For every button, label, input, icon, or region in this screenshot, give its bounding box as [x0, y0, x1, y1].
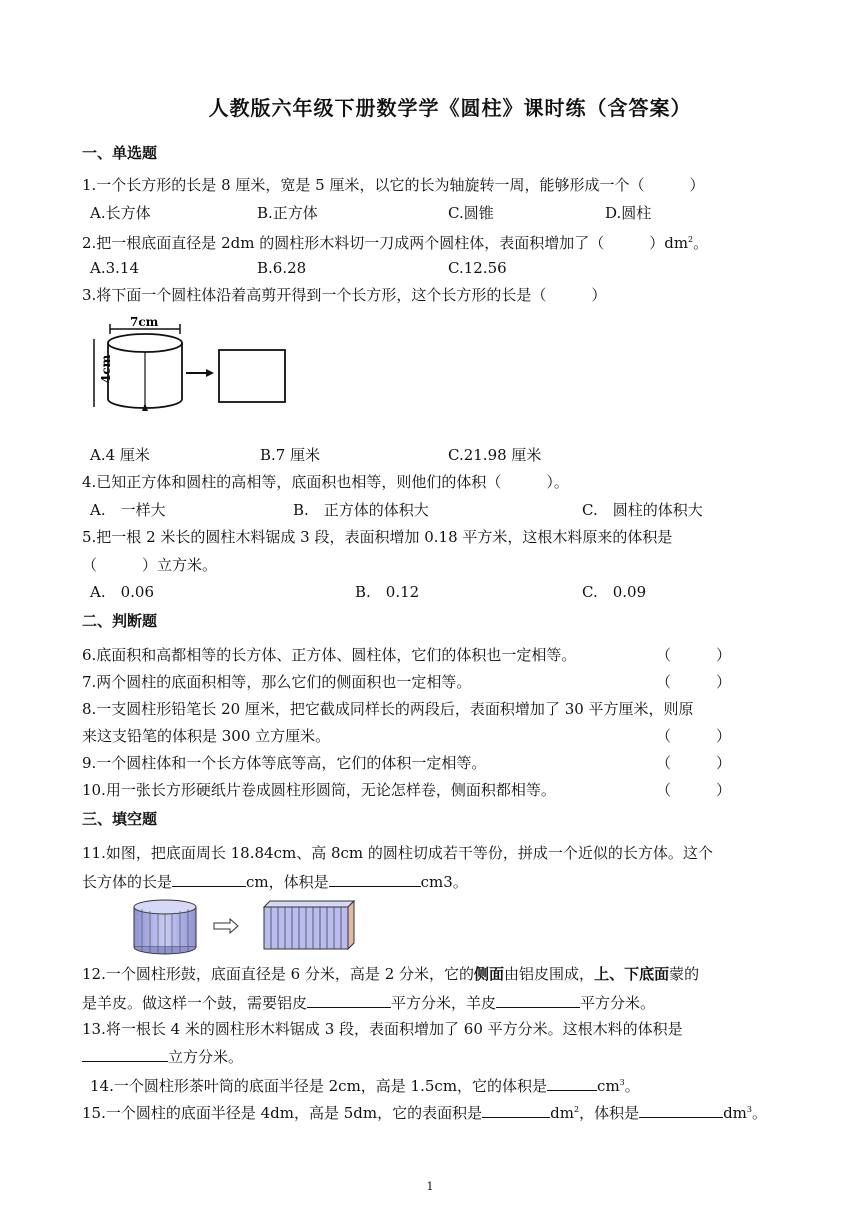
q3-option-c: C.21.98 厘米	[448, 446, 542, 464]
result-rectangle	[219, 350, 285, 402]
arrow-icon	[214, 919, 238, 933]
question-13-line1: 13.将一根长 4 米的圆柱形木料锯成 3 段，表面积增加了 60 平方分米。这根木料的体积是	[82, 1020, 683, 1038]
q4-option-c: C. 圆柱的体积大	[582, 501, 703, 519]
judge-8-answer-blank: （ ）	[656, 727, 732, 745]
judge-item-8-line1: 8.一支圆柱形铅笔长 20 厘米，把它截成同样长的两段后，表面积增加了 30 平方厘米，则原	[82, 700, 694, 718]
question-11-line1: 11.如图，把底面周长 18.84cm、高 8cm 的圆柱切成若干等份，拼成一个近似的长方体。这个	[82, 844, 713, 862]
question-3-stem: 3.将下面一个圆柱体沿着高剪开得到一个长方形，这个长方形的长是（ ）	[82, 286, 607, 304]
page-title: 人教版六年级下册数学学《圆柱》课时练（含答案）	[208, 96, 692, 120]
q4-option-b: B. 正方体的体积大	[293, 501, 429, 519]
q1-option-a: A.长方体	[90, 204, 151, 222]
judge-item-7: 7.两个圆柱的底面积相等，那么它们的侧面积也一定相等。	[82, 673, 472, 691]
q2-option-a: A.3.14	[90, 259, 139, 277]
q11-blank-length[interactable]	[172, 871, 246, 887]
cylinder-top-ellipse	[108, 334, 182, 352]
question-12-line2: 是羊皮。做这样一个鼓，需要铝皮 平方分米，羊皮 平方分米。	[82, 994, 656, 1012]
q15-blank-surface-area[interactable]	[482, 1102, 550, 1118]
q3-option-b: B.7 厘米	[260, 446, 321, 464]
q12-blank-aluminum[interactable]	[307, 992, 391, 1008]
question-14: 14.一个圆柱形茶叶筒的底面半径是 2cm，高是 1.5cm，它的体积是 $cm^3$。	[90, 1077, 640, 1095]
judge-7-answer-blank: （ ）	[656, 673, 732, 691]
judge-6-answer-blank: （ ）	[656, 646, 732, 664]
q1-option-d: D.圆柱	[605, 204, 652, 222]
prism-side-face	[348, 901, 354, 949]
q14-blank-volume[interactable]	[547, 1075, 597, 1091]
cylinder-top-face	[134, 900, 196, 914]
judge-9-answer-blank: （ ）	[656, 754, 732, 772]
question-4-stem: 4.已知正方体和圆柱的高相等，底面积也相等，则他们的体积（ ）。	[82, 473, 569, 491]
judge-item-10: 10.用一张长方形硬纸片卷成圆柱形圆筒，无论怎样卷，侧面积都相等。	[82, 781, 556, 799]
section-heading-single-choice: 一、单选题	[82, 144, 158, 162]
page-number: 1	[426, 1180, 434, 1193]
question-11-line2: 长方体的长是 cm，体积是 cm3。	[82, 873, 468, 891]
prism-top-face	[264, 901, 354, 907]
q12-blank-sheepskin[interactable]	[496, 992, 580, 1008]
q2-option-b: B.6.28	[257, 259, 307, 277]
cylinder-unroll-figure	[88, 315, 288, 425]
q5-option-a: A. 0.06	[90, 583, 154, 601]
question-1-stem: 1.一个长方形的长是 8 厘米，宽是 5 厘米，以它的长为轴旋转一周，能够形成一个（ ）	[82, 176, 705, 194]
q5-option-b: B. 0.12	[355, 583, 420, 601]
judge-item-8-line2: 来这支铅笔的体积是 300 立方厘米。	[82, 727, 331, 745]
q5-option-c: C. 0.09	[582, 583, 647, 601]
q15-blank-volume[interactable]	[639, 1102, 723, 1118]
cylinder-slices-figure	[130, 895, 360, 955]
q11-blank-volume[interactable]	[329, 871, 421, 887]
q1-option-c: C.圆锥	[448, 204, 494, 222]
question-12-line1: 12.一个圆柱形鼓，底面直径是 6 分米，高是 2 分米，它的侧面由铝皮围成，上、下底面蒙的	[82, 965, 700, 983]
figure-top-label: 7cm	[130, 315, 159, 329]
question-2-stem: 2.把一根底面直径是 2dm 的圆柱形木料切一刀成两个圆柱体，表面积增加了（ ）$dm^2$。	[82, 234, 709, 252]
question-5-stem-line1: 5.把一根 2 米长的圆柱木料锯成 3 段，表面积增加 0.18 平方米，这根木料原来的体积是	[82, 528, 673, 546]
question-13-line2: 立方分米。	[82, 1046, 243, 1067]
judge-item-6: 6.底面积和高都相等的长方体、正方体、圆柱体，它们的体积也一定相等。	[82, 646, 577, 664]
question-5-stem-line2: （ ）立方米。	[82, 556, 218, 574]
q2-option-c: C.12.56	[448, 259, 507, 277]
section-heading-true-false: 二、判断题	[82, 612, 158, 630]
figure-side-label: 4cm	[99, 354, 113, 383]
q4-option-a: A. 一样大	[90, 501, 166, 519]
section-heading-fill-blank: 三、填空题	[82, 810, 158, 828]
judge-10-answer-blank: （ ）	[656, 781, 732, 799]
judge-item-9: 9.一个圆柱体和一个长方体等底等高，它们的体积一定相等。	[82, 754, 487, 772]
question-15: 15.一个圆柱的底面半径是 4dm，高是 5dm，它的表面积是 $dm^2$，体积是 $dm^3$。	[82, 1104, 768, 1122]
q1-option-b: B.正方体	[257, 204, 318, 222]
q13-blank-volume[interactable]	[82, 1046, 168, 1062]
q3-option-a: A.4 厘米	[90, 446, 150, 464]
